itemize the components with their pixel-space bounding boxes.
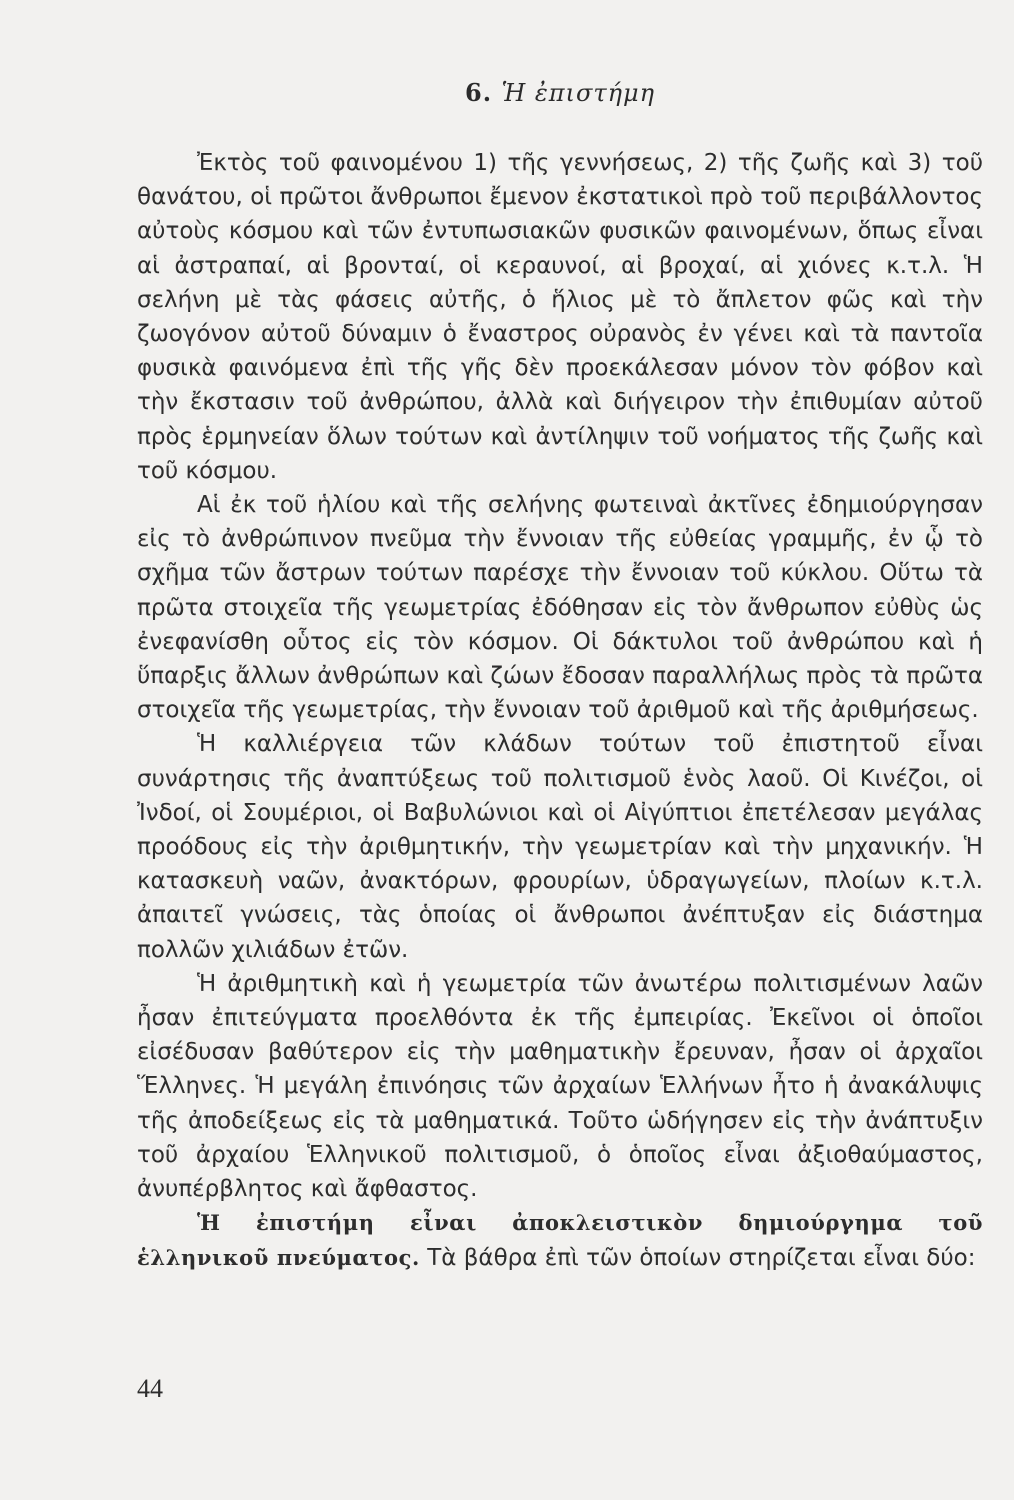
body-text bbox=[137, 146, 983, 1275]
paragraph-5 bbox=[137, 1206, 983, 1274]
paragraph-2: Αἱ ἐκ τοῦ ἡλίου καὶ τῆς σελήνης φωτειναὶ ἀκτῖνες ἐδημιούργησαν εἰς τὸ ἀνθρώπινον πνεῦμα τὴν ἔννοιαν τῆς εὐθείας γραμμῆς, ἐν ᾧ τὸ σχῆμα τῶν ἄστρων τούτων παρέσχε τὴν ἔννοιαν τοῦ κύκλου. Οὕτω τὰ πρῶτα στοιχεῖα τῆς γεωμετρίας ἐδόθησαν εἰς τὸν ἄνθρωπον εὐθὺς ὡς ἐνεφανίσθη οὗτος εἰς τὸν κόσμον. Οἱ δάκτυλοι τοῦ ἀνθρώπου καὶ ἡ ὕπαρξις ἄλλων ἀνθρώπων καὶ ζώων ἔδοσαν παραλλήλως πρὸς τὰ πρῶτα στοιχεῖα τῆς γεωμετρίας, τὴν ἔννοιαν τοῦ ἀριθμοῦ καὶ τῆς ἀριθμήσεως. bbox=[137, 492, 983, 724]
paragraph-3: Ἡ καλλιέργεια τῶν κλάδων τούτων τοῦ ἐπιστητοῦ εἶναι συνάρτησις τῆς ἀναπτύξεως τοῦ πολιτισμοῦ ἑνὸς λαοῦ. Οἱ Κινέζοι, οἱ Ἰνδοί, οἱ Σουμέριοι, οἱ Βαβυλώνιοι καὶ οἱ Αἰγύπτιοι ἐπετέλεσαν μεγάλας προόδους εἰς τὴν ἀριθμητικήν, τὴν γεωμετρίαν καὶ τὴν μηχανικήν. Ἡ κατασκευὴ ναῶν, ἀνακτόρων, φρουρίων, ὑδραγωγείων, πλοίων κ.τ.λ. ἀπαιτεῖ γνώσεις, τὰς ὁποίας οἱ ἄνθρωποι ἀνέπτυξαν εἰς διάστημα πολλῶν χιλιάδων ἐτῶν. bbox=[137, 731, 983, 963]
page-number: 44 bbox=[137, 1374, 163, 1403]
section-number: 6. bbox=[465, 78, 493, 107]
paragraph-4: Ἡ ἀριθμητικὴ καὶ ἡ γεωμετρία τῶν ἀνωτέρω πολιτισμένων λαῶν ἦσαν ἐπιτεύγματα προελθόντα ἐκ τῆς ἐμπειρίας. Ἐκεῖνοι οἱ ὁποῖοι εἰσέδυσαν βαθύτερον εἰς τὴν μαθηματικὴν ἔρευναν, ἦσαν οἱ ἀρχαῖοι Ἕλληνες. Ἡ μεγάλη ἐπινόησις τῶν ἀρχαίων Ἑλλήνων ἦτο ἡ ἀνακάλυψις τῆς ἀποδείξεως εἰς τὰ μαθηματικά. Τοῦτο ὡδήγησεν εἰς τὴν ἀνάπτυξιν τοῦ ἀρχαίου Ἑλληνικοῦ πολιτισμοῦ, ὁ ὁποῖος εἶναι ἀξιοθαύμαστος, ἀνυπέρβλητος καὶ ἄφθαστος. bbox=[137, 970, 983, 1203]
paragraph-5-continuation: Τὰ βάθρα ἐπὶ τῶν ὁποίων στηρίζεται εἶναι δύο: bbox=[427, 1244, 976, 1271]
section-title: Ἡ ἐπιστήμη bbox=[501, 79, 655, 107]
emphasized-statement: Ἡ ἐπιστήμη εἶναι ἀποκλειστικὸν δημιούργημα τοῦ ἑλληνικοῦ πνεύματος. bbox=[137, 1210, 983, 1270]
section-heading bbox=[0, 78, 1014, 107]
paragraph-1: Ἐκτὸς τοῦ φαινομένου 1) τῆς γεννήσεως, 2) τῆς ζωῆς καὶ 3) τοῦ θανάτου, οἱ πρῶτοι ἄνθρωποι ἔμενον ἐκστατικοὶ πρὸ τοῦ περιβάλλοντος αὐτοὺς κόσμου καὶ τῶν ἐντυπωσιακῶν φυσικῶν φαινομένων, ὅπως εἶναι αἱ ἀστραπαί, αἱ βρονταί, οἱ κεραυνοί, αἱ βροχαί, αἱ χιόνες κ.τ.λ. Ἡ σελήνη μὲ τὰς φάσεις αὐτῆς, ὁ ἥλιος μὲ τὸ ἄπλετον φῶς καὶ τὴν ζωογόνον αὐτοῦ δύναμιν ὁ ἔναστρος οὐρανὸς ἐν γένει καὶ τὰ παντοῖα φυσικὰ φαινόμενα ἐπὶ τῆς γῆς δὲν προεκάλεσαν μόνον τὸν φόβον καὶ τὴν ἔκστασιν τοῦ ἀνθρώπου, ἀλλὰ καὶ διήγειρον τὴν ἐπιθυμίαν αὐτοῦ πρὸς ἑρμηνείαν ὅλων τούτων καὶ ἀντίληψιν τοῦ νοήματος τῆς ζωῆς καὶ τοῦ κόσμου. bbox=[137, 150, 983, 484]
